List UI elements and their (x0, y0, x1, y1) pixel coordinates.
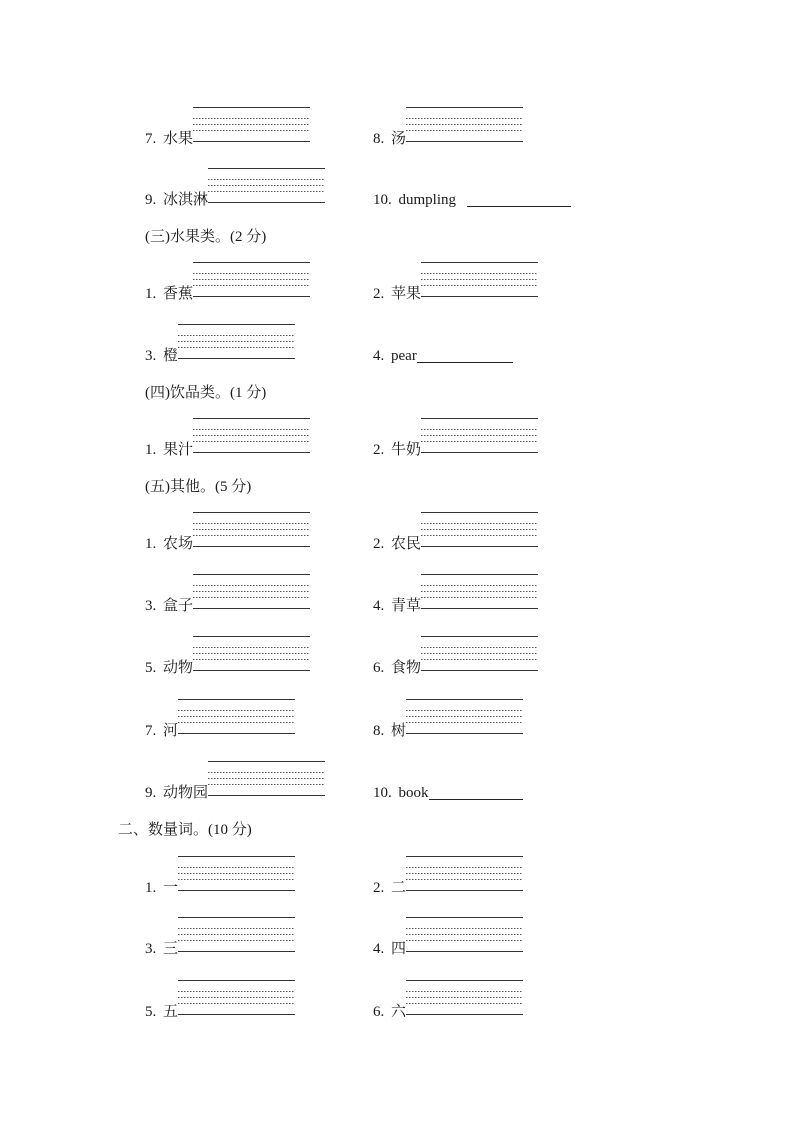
item-label: 3. 橙 (145, 348, 179, 364)
item-label: 9. 动物园 (145, 785, 209, 801)
vocab-item (145, 636, 310, 677)
item-label: 9. 冰淇淋 (145, 192, 209, 208)
writing-grid (421, 512, 538, 547)
vocab-item (373, 107, 523, 148)
writing-grid (208, 168, 325, 203)
item-label: 5. 动物 (145, 660, 194, 676)
writing-grid (178, 699, 295, 734)
answer-blank (417, 362, 513, 363)
vocab-item (373, 761, 523, 802)
item-label: 2. 苹果 (373, 286, 422, 302)
answer-blank (467, 206, 571, 207)
vocab-item (145, 856, 295, 897)
item-label: 3. 盒子 (145, 598, 194, 614)
writing-grid (406, 699, 523, 734)
writing-grid (406, 917, 523, 952)
vocab-item (373, 324, 513, 365)
writing-grid (421, 574, 538, 609)
item-label: 1. 一 (145, 880, 179, 896)
item-label: 3. 三 (145, 941, 179, 957)
writing-grid (178, 980, 295, 1015)
writing-grid (193, 574, 310, 609)
writing-grid (178, 917, 295, 952)
writing-grid (193, 512, 310, 547)
vocab-item (373, 512, 538, 553)
answer-blank (429, 799, 523, 800)
writing-grid (406, 856, 523, 891)
vocab-item (145, 168, 325, 209)
vocab-item (373, 699, 523, 740)
vocab-item (145, 699, 295, 740)
writing-grid (178, 856, 295, 891)
item-label: 7. 水果 (145, 131, 194, 147)
item-label: 7. 河 (145, 723, 179, 739)
item-label: 2. 牛奶 (373, 442, 422, 458)
item-label: 2. 二 (373, 880, 407, 896)
item-label: 10. book (373, 785, 429, 801)
item-label: 6. 六 (373, 1004, 407, 1020)
vocab-item (145, 107, 310, 148)
vocab-item (373, 574, 538, 615)
writing-grid (193, 418, 310, 453)
item-label: 2. 农民 (373, 536, 422, 552)
item-label: 10. dumpling (373, 192, 457, 208)
item-label: 1. 香蕉 (145, 286, 194, 302)
writing-grid (406, 980, 523, 1015)
writing-grid (208, 761, 325, 796)
vocab-item (373, 917, 523, 958)
vocab-item (373, 856, 523, 897)
item-label: 5. 五 (145, 1004, 179, 1020)
writing-grid (178, 324, 295, 359)
vocab-item (145, 917, 295, 958)
vocab-item (373, 262, 538, 303)
writing-grid (406, 107, 523, 142)
writing-grid (421, 418, 538, 453)
vocab-item (145, 574, 310, 615)
writing-grid (421, 636, 538, 671)
vocab-item (373, 636, 538, 677)
item-label: 6. 食物 (373, 660, 422, 676)
section-heading-fruits: (三)水果类。(2 分) (145, 229, 267, 245)
item-label: 4. pear (373, 348, 417, 364)
vocab-item (145, 980, 295, 1021)
writing-grid (193, 262, 310, 297)
vocab-item (145, 761, 325, 802)
writing-grid (193, 636, 310, 671)
section-heading-others: (五)其他。(5 分) (145, 479, 252, 495)
vocab-item (373, 168, 571, 209)
vocab-item (145, 418, 310, 459)
section-heading-drinks: (四)饮品类。(1 分) (145, 385, 267, 401)
writing-grid (421, 262, 538, 297)
vocab-item (373, 980, 523, 1021)
vocab-item (373, 418, 538, 459)
item-label: 1. 农场 (145, 536, 194, 552)
vocab-item (145, 262, 310, 303)
vocab-item (145, 324, 295, 365)
item-label: 1. 果汁 (145, 442, 194, 458)
writing-grid (193, 107, 310, 142)
item-label: 4. 四 (373, 941, 407, 957)
vocab-item (145, 512, 310, 553)
item-label: 8. 汤 (373, 131, 407, 147)
section-heading-numerals: 二、数量词。(10 分) (118, 822, 252, 838)
item-label: 8. 树 (373, 723, 407, 739)
item-label: 4. 青草 (373, 598, 422, 614)
